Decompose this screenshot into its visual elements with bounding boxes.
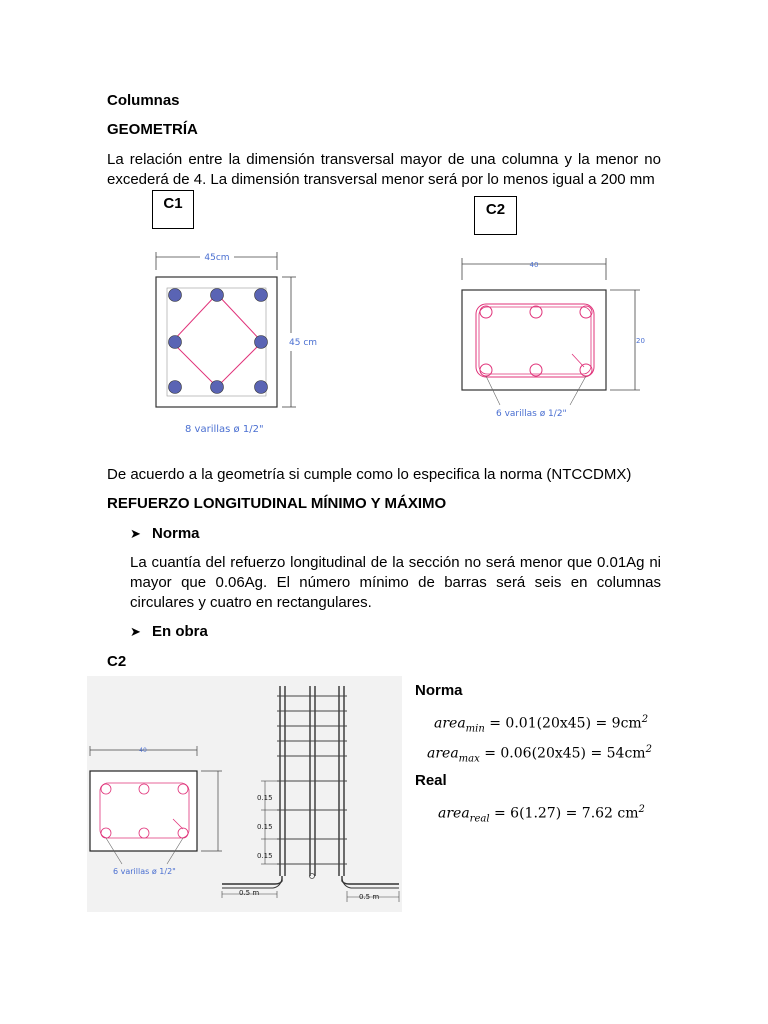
equation-area-min: area$_{min}$ = $0.01(20x45) = 9cm^2$ bbox=[434, 714, 649, 735]
bullet-arrow-icon: ➤ bbox=[130, 526, 141, 541]
c2-width-mark: 40 bbox=[529, 261, 539, 269]
c1-label-box bbox=[152, 190, 194, 229]
spacing-label-2: 0.15 bbox=[257, 823, 273, 831]
bullet-arrow-icon: ➤ bbox=[130, 624, 141, 639]
bullet-en-obra: En obra bbox=[152, 623, 208, 640]
geometry-conclusion: De acuerdo a la geometría si cumple como lo especifica la norma (NTCCDMX) bbox=[107, 466, 632, 483]
c1-label: C1 bbox=[163, 195, 183, 212]
c2-rebar-group bbox=[480, 306, 592, 376]
paragraph-geometria: La relación entre la dimensión transversal mayor de una columna y la menor no excederá de 4. La dimensión transversal menor será por lo menos igual a 200 mm bbox=[107, 151, 661, 188]
equation-area-max: area$_{max}$ = $0.06(20x45) = 54cm^2$ bbox=[427, 744, 652, 765]
equation-area-real: area$_{real}$ = 6(1.27) = 7.62 $cm^2$ bbox=[438, 804, 645, 825]
c2-height-mark: 20 bbox=[636, 337, 645, 345]
c2-bars-label: 6 varillas ø 1/2" bbox=[496, 409, 567, 419]
c1-bars-label: 8 varillas ø 1/2" bbox=[185, 424, 264, 435]
paragraph-norma: La cuantía del refuerzo longitudinal de la sección no será menor que 0.01Ag ni mayor que 0.06Ag. El número mínimo de barras será seis en columnas circulares y cuatro en rectangulares. bbox=[130, 554, 661, 611]
norma-heading: Norma bbox=[415, 682, 463, 699]
heading-geometria: GEOMETRÍA bbox=[107, 121, 198, 138]
bullet-norma: Norma bbox=[152, 525, 200, 542]
section-title: Columnas bbox=[107, 92, 180, 109]
hook-right-label: 0.5 m bbox=[359, 893, 380, 901]
hook-left-label: 0.5 m bbox=[239, 889, 260, 897]
c2-section-diagram bbox=[450, 250, 650, 430]
spacing-label-3: 0.15 bbox=[257, 852, 273, 860]
c1-height-label: 45 cm bbox=[289, 338, 318, 348]
c2-obra-label: C2 bbox=[107, 653, 127, 670]
spacing-label-1: 0.15 bbox=[257, 794, 273, 802]
obra-bars-label: 6 varillas ø 1/2" bbox=[113, 867, 176, 876]
c1-width-label: 45cm bbox=[204, 253, 230, 263]
c1-rebar-group bbox=[169, 289, 268, 394]
en-obra-diagram bbox=[87, 676, 402, 912]
c2-label-box bbox=[474, 196, 517, 235]
heading-refuerzo: REFUERZO LONGITUDINAL MÍNIMO Y MÁXIMO bbox=[107, 495, 447, 512]
c2-label: C2 bbox=[485, 201, 506, 218]
c1-section-diagram bbox=[140, 240, 320, 440]
obra-width-mark: 40 bbox=[139, 747, 147, 754]
real-heading: Real bbox=[415, 772, 447, 789]
